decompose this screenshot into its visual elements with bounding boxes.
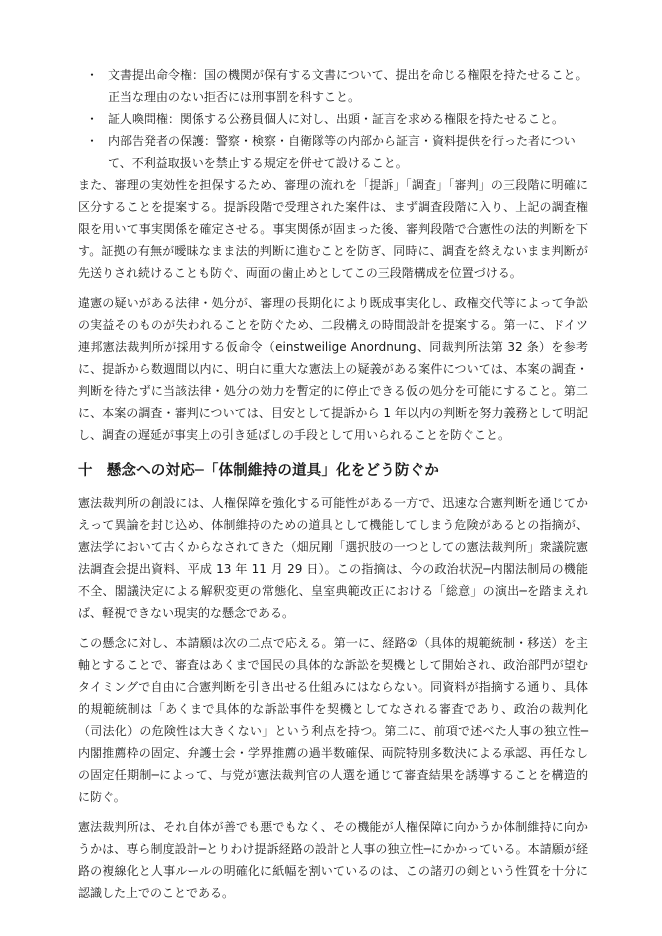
list-item: ・ 内部告発者の保護：警察・検察・自衛隊等の内部から証言・資料提供を行った者について、不利益取扱いを禁止する規定を併せて設けること。 xyxy=(84,130,588,174)
list-item: ・ 文書提出命令権：国の機関が保有する文書について、提出を命じる権限を持たせること。正当な理由のない拒否には刑事罰を科すこと。 xyxy=(84,64,588,108)
paragraph: 違憲の疑いがある法律・処分が、審理の長期化により既成事実化し、政権交代等によって争訟の実益そのものが失われることを防ぐため、二段構えの時間設計を提案する。第一に、ドイツ連邦憲法裁判所が採用する仮命令（einstweilige Anordnung、同裁判所法第 32 条）を参考に、提訴から数週間以内に、明白に重大な憲法上の疑義がある案件については、本案の調査・判断を待たずに当該法律・処分の効力を暫定的に停止できる仮の処分を可能にすること。第二に、本案の調査・審判については、目安として提訴から 1 年以内の判断を努力義務として明記し、調査の遅延が事実上の引き延ばしの手段として用いられることを防ぐこと。 xyxy=(78,296,588,442)
section-number: 十 xyxy=(78,463,93,479)
paragraph: また、審理の実効性を担保するため、審理の流れを「提訴」「調査」「審判」の三段階に明確に区分することを提案する。提訴段階で受理された案件は、まず調査段階に入り、上記の調査権限を用いて事実関係を確定させる。事実関係が固まった後、審判段階で合憲性の法的判断を下す。証拠の有無が曖昧なまま法的判断に進むことを防ぎ、同時に、調査を終えないまま判断が先送りされ続けることも防ぐ、両面の歯止めとしてこの三段階構成を位置づける。 xyxy=(78,178,588,280)
list-item: ・ 証人喚問権：関係する公務員個人に対し、出頭・証言を求める権限を持たせること。 xyxy=(84,108,588,130)
bullet-list xyxy=(78,64,588,174)
paragraph: 憲法裁判所の創設には、人権保障を強化する可能性がある一方で、迅速な合憲判断を通じてかえって異論を封じ込め、体制維持のための道具として機能してしまう危険があるとの指摘が、憲法学において古くからなされてきた（畑尻剛「選択肢の一つとしての憲法裁判所」衆議院憲法調査会提出資料、平成 13 年 11 月 29 日）。この指摘は、今の政治状況─内閣法制局の機能不全、閣議決定による解釈変更の常態化、皇室典範改正における「総意」の演出─を踏まえれば、軽視できない現実的な懸念である。 xyxy=(78,496,588,620)
section-heading xyxy=(78,458,588,484)
section-title: 懸念への対応─「体制維持の道具」化をどう防ぐか xyxy=(106,463,440,479)
paragraph: この懸念に対し、本請願は次の二点で応える。第一に、経路②（具体的規範統制・移送）を主軸とすることで、審査はあくまで国民の具体的な訴訟を契機として開始され、政治部門が望むタイミングで自由に合憲判断を引き出せる仕組みにはならない。同資料が指摘する通り、具体的規範統制は「あくまで具体的な訴訟事件を契機としてなされる審査であり、政治の裁判化（司法化）の危険性は大きくない」という利点を持つ。第二に、前項で述べた人事の独立性─内閣推薦枠の固定、弁護士会・学界推薦の過半数確保、両院特別多数決による承認、再任なしの固定任期制─によって、与党が憲法裁判官の人選を通じて審査結果を誘導することを構造的に防ぐ。 xyxy=(78,636,588,804)
paragraph: 憲法裁判所は、それ自体が善でも悪でもなく、その機能が人権保障に向かうか体制維持に向かうかは、専ら制度設計─とりわけ提訴経路の設計と人事の独立性─にかかっている。本請願が経路の複線化と人事ルールの明確化に紙幅を割いているのは、この諸刃の剣という性質を十分に認識した上でのことである。 xyxy=(78,820,588,900)
